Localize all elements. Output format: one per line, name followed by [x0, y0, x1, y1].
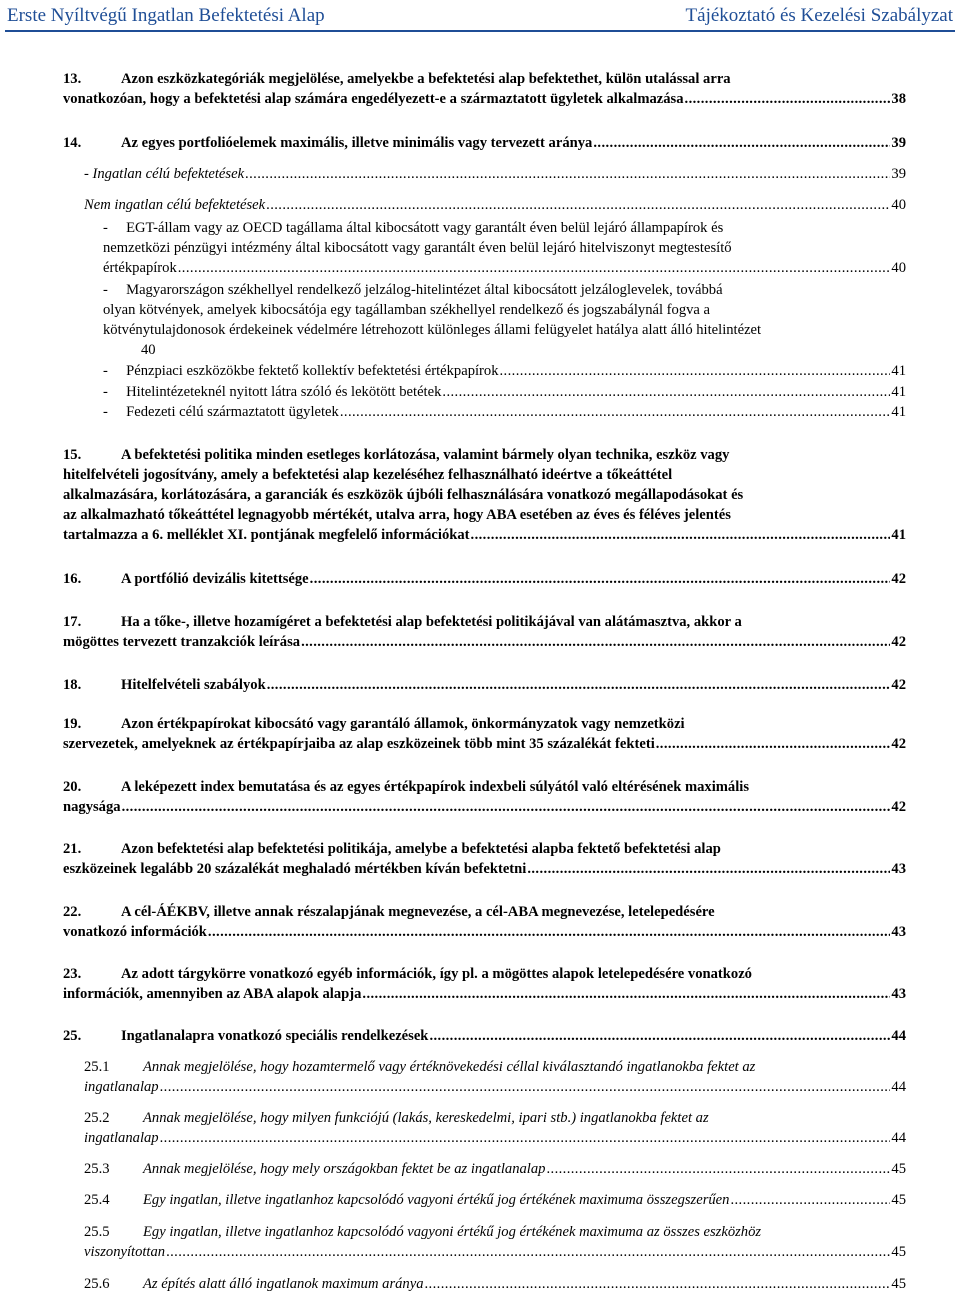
entry-title-cont: információk, amennyiben az ABA alapok alapja [63, 986, 362, 1002]
page-number: 39 [891, 135, 906, 151]
toc-entry-21[interactable] [63, 839, 906, 879]
entry-title-cont: ingatlanalap [84, 1130, 159, 1146]
entry-title-cont: vonatkozóan, hogy a befektetési alap számára engedélyezett-e a származtatott ügyletek alkalmazása [63, 91, 684, 107]
toc-entry-25-1[interactable] [84, 1057, 906, 1097]
page-number: 40 [891, 260, 906, 276]
entry-title: - Fedezeti célú származtatott ügyletek [103, 404, 339, 420]
entry-title: Egy ingatlan, illetve ingatlanhoz kapcsolódó vagyoni értékű jog értékének maximuma az összes eszközhöz [143, 1224, 762, 1240]
entry-number: 25.6 [84, 1276, 110, 1292]
page-number: 43 [891, 986, 906, 1002]
page-number: 40 [141, 342, 156, 358]
dot-leader [730, 1190, 890, 1210]
toc-entry-25-6[interactable] [84, 1274, 906, 1294]
dot-leader [301, 632, 890, 652]
toc-entry-16[interactable] [63, 569, 906, 589]
entry-number: 15. [63, 447, 82, 463]
dot-leader [500, 361, 891, 381]
toc-sub-eea-securities[interactable] [103, 218, 906, 278]
entry-title: - Pénzpiaci eszközökbe fektető kollektív befektetési értékpapírok [103, 363, 499, 379]
dot-leader [340, 402, 891, 422]
dot-leader [160, 1077, 891, 1097]
toc-entry-17[interactable] [63, 612, 906, 652]
header-document-title: Tájékoztató és Kezelési Szabályzat [685, 5, 953, 26]
toc-entry-22[interactable] [63, 902, 906, 942]
entry-title: A cél-ÁÉKBV, illetve annak részalapjának megnevezése, a cél-ABA megnevezése, letelepedésére [121, 904, 715, 920]
toc-sub-deposits[interactable] [103, 382, 906, 402]
toc-entry-25-5[interactable] [84, 1222, 906, 1262]
page-number: 42 [891, 736, 906, 752]
toc-entry-25-4[interactable] [84, 1190, 906, 1210]
page-number: 42 [891, 799, 906, 815]
entry-number: 18. [63, 677, 82, 693]
toc-entry-18[interactable] [63, 675, 906, 695]
entry-number: 25.3 [84, 1161, 110, 1177]
entry-title: Az adott tárgykörre vonatkozó egyéb információk, így pl. a mögöttes alapok letelepedésére vonatkozó [121, 966, 752, 982]
entry-title-cont: tartalmazza a 6. melléklet XI. pontjának megfelelő információkat [63, 527, 470, 543]
entry-title: Azon befektetési alap befektetési politikája, amelybe a befektetési alapba fektető befektetési alap [121, 841, 721, 857]
dot-leader [685, 89, 891, 109]
dot-leader [442, 382, 890, 402]
entry-number: 21. [63, 841, 82, 857]
dot-leader [471, 525, 891, 545]
entry-title: A leképezett index bemutatása és az egyes értékpapírok indexbeli súlyától való eltérésének maximális [121, 779, 750, 795]
dot-leader [267, 675, 891, 695]
entry-number: 25. [63, 1028, 82, 1044]
entry-title: Azon eszközkategóriák megjelölése, amelyekbe a befektetési alap befektethet, külön utalással arra [121, 71, 731, 87]
page-number: 38 [891, 91, 906, 107]
entry-title: Annak megjelölése, hogy milyen funkciójú (lakás, kereskedelmi, ipari stb.) ingatlanokba fektet az [143, 1110, 709, 1126]
dot-leader [527, 859, 890, 879]
header-divider [5, 30, 955, 32]
entry-number: 25.1 [84, 1059, 110, 1075]
toc-sub-money-market[interactable] [103, 361, 906, 381]
page-number: 43 [891, 861, 906, 877]
dot-leader [546, 1159, 890, 1179]
entry-title-cont: nagysága [63, 799, 121, 815]
entry-number: 25.4 [84, 1192, 110, 1208]
dot-leader [208, 922, 890, 942]
page-header [7, 4, 953, 28]
entry-title-cont: olyan kötvények, amelyek kibocsátója egy tagállamban székhellyel rendelkező és jogszabálynál fogva a [103, 302, 711, 318]
dot-leader [122, 797, 891, 817]
entry-title: Hitelfelvételi szabályok [121, 677, 266, 693]
entry-title-cont: ingatlanalap [84, 1079, 159, 1095]
page-number: 39 [891, 166, 906, 182]
dot-leader [245, 164, 890, 184]
entry-title: Az építés alatt álló ingatlanok maximum aránya [143, 1276, 424, 1292]
toc-entry-13[interactable] [63, 69, 906, 109]
page-number: 41 [891, 404, 906, 420]
entry-number: 19. [63, 716, 82, 732]
dot-leader [362, 984, 890, 1004]
entry-title-cont: viszonyítottan [84, 1244, 166, 1260]
toc-sub-hedging[interactable] [103, 402, 906, 422]
toc-entry-15[interactable] [63, 445, 906, 545]
entry-title: - Magyarországon székhellyel rendelkező jelzálog-hitelintézet által kibocsátott jelzáloglevelek, továbbá [103, 282, 723, 298]
entry-number: 16. [63, 571, 82, 587]
entry-title: - Hitelintézeteknél nyitott látra szóló és lekötött betétek [103, 384, 442, 400]
entry-title: Egy ingatlan, illetve ingatlanhoz kapcsolódó vagyoni értékű jog értékének maximuma összegszerűen [143, 1192, 730, 1208]
page-number: 40 [891, 197, 906, 213]
entry-number: 25.5 [84, 1224, 110, 1240]
entry-title: A befektetési politika minden esetleges korlátozása, valamint bármely olyan technika, eszköz vagy [121, 447, 730, 463]
entry-title: Ha a tőke-, illetve hozamígéret a befektetési alap befektetési politikájával van alátámasztva, akkor a [121, 614, 742, 630]
page-number: 42 [891, 571, 906, 587]
entry-number: 17. [63, 614, 82, 630]
entry-title: Annak megjelölése, hogy hozamtermelő vagy értéknövekedési céllal kiválasztandó ingatlanokba fektet az [143, 1059, 756, 1075]
toc-sub-mortgage-bonds[interactable] [103, 280, 906, 360]
entry-number: 20. [63, 779, 82, 795]
entry-title-cont: mögöttes tervezett tranzakciók leírása [63, 634, 301, 650]
page-number: 42 [891, 677, 906, 693]
page-number: 41 [891, 384, 906, 400]
page-number: 43 [891, 924, 906, 940]
entry-title-cont: eszközeinek legalább 20 százalékát meghaladó mértékben kíván befektetni [63, 861, 527, 877]
page-number: 45 [891, 1244, 906, 1260]
entry-number: 22. [63, 904, 82, 920]
entry-title-cont: alkalmazására, korlátozására, a garanciák és eszközök újbóli felhasználására vonatkozó megállapodásokat és [63, 487, 744, 503]
entry-title: Ingatlanalapra vonatkozó speciális rendelkezések [121, 1028, 429, 1044]
page-number: 41 [891, 527, 906, 543]
entry-title: Azon értékpapírokat kibocsátó vagy garantáló államok, önkormányzatok vagy nemzetközi [121, 716, 685, 732]
dot-leader [656, 734, 891, 754]
page-number: 41 [891, 363, 906, 379]
page-number: 44 [891, 1028, 906, 1044]
entry-number: 14. [63, 135, 82, 151]
entry-title: Nem ingatlan célú befektetések [84, 197, 266, 213]
toc-entry-25-3[interactable] [84, 1159, 906, 1179]
entry-number: 13. [63, 71, 82, 87]
entry-title: - EGT-állam vagy az OECD tagállama által kibocsátott vagy garantált éven belül lejáró állampapírok és [103, 220, 724, 236]
dot-leader [166, 1242, 890, 1262]
toc-entry-20[interactable] [63, 777, 906, 817]
page-number: 44 [891, 1079, 906, 1095]
entry-title-cont: értékpapírok [103, 260, 177, 276]
toc-entry-23[interactable] [63, 964, 906, 1004]
entry-number: 23. [63, 966, 82, 982]
toc-entry-19[interactable] [63, 714, 906, 754]
dot-leader [429, 1026, 890, 1046]
page-number: 45 [891, 1192, 906, 1208]
toc-sub-real-estate[interactable] [84, 164, 906, 184]
entry-title-cont: szervezetek, amelyeknek az értékpapírjaiba az alap eszközeinek több mint 35 százalékát fekteti [63, 736, 655, 752]
entry-number: 25.2 [84, 1110, 110, 1126]
entry-title-cont: hitelfelvételi jogosítvány, amely a befektetési alap kezeléséhez felhasználható ideértve a tőkeáttétel [63, 467, 673, 483]
entry-title: - Ingatlan célú befektetések [84, 166, 245, 182]
entry-title: Az egyes portfolióelemek maximális, illetve minimális vagy tervezett aránya [121, 135, 593, 151]
page-number: 42 [891, 634, 906, 650]
page-number: 45 [891, 1161, 906, 1177]
toc-sub-non-real-estate[interactable] [84, 195, 906, 215]
entry-title: Annak megjelölése, hogy mely országokban fektet be az ingatlanalap [143, 1161, 546, 1177]
dot-leader [266, 195, 890, 215]
entry-title: A portfólió devizális kitettsége [121, 571, 309, 587]
header-fund-name: Erste Nyíltvégű Ingatlan Befektetési Alap [7, 5, 325, 26]
entry-title-cont: az alkalmazható tőkeáttétel legnagyobb mértékét, utalva arra, hogy ABA esetében az éves és féléves jelentés [63, 507, 731, 523]
dot-leader [178, 258, 891, 278]
toc-entry-14[interactable] [63, 133, 906, 153]
entry-title-cont: kötvénytulajdonosok érdekeinek védelmére létrehozott különleges állami felügyelet hatálya alatt álló hitelintézet [103, 322, 762, 338]
dot-leader [310, 569, 891, 589]
dot-leader [593, 133, 890, 153]
page-number: 45 [891, 1276, 906, 1292]
toc-entry-25-2[interactable] [84, 1108, 906, 1148]
page-number: 44 [891, 1130, 906, 1146]
entry-title-cont: nemzetközi pénzügyi intézmény által kibocsátott vagy garantált éven belül lejáró hitelviszonyt megtestesítő [103, 240, 732, 256]
entry-title-cont: vonatkozó információk [63, 924, 207, 940]
toc-entry-25[interactable] [63, 1026, 906, 1046]
dot-leader [160, 1128, 891, 1148]
dot-leader [425, 1274, 891, 1294]
